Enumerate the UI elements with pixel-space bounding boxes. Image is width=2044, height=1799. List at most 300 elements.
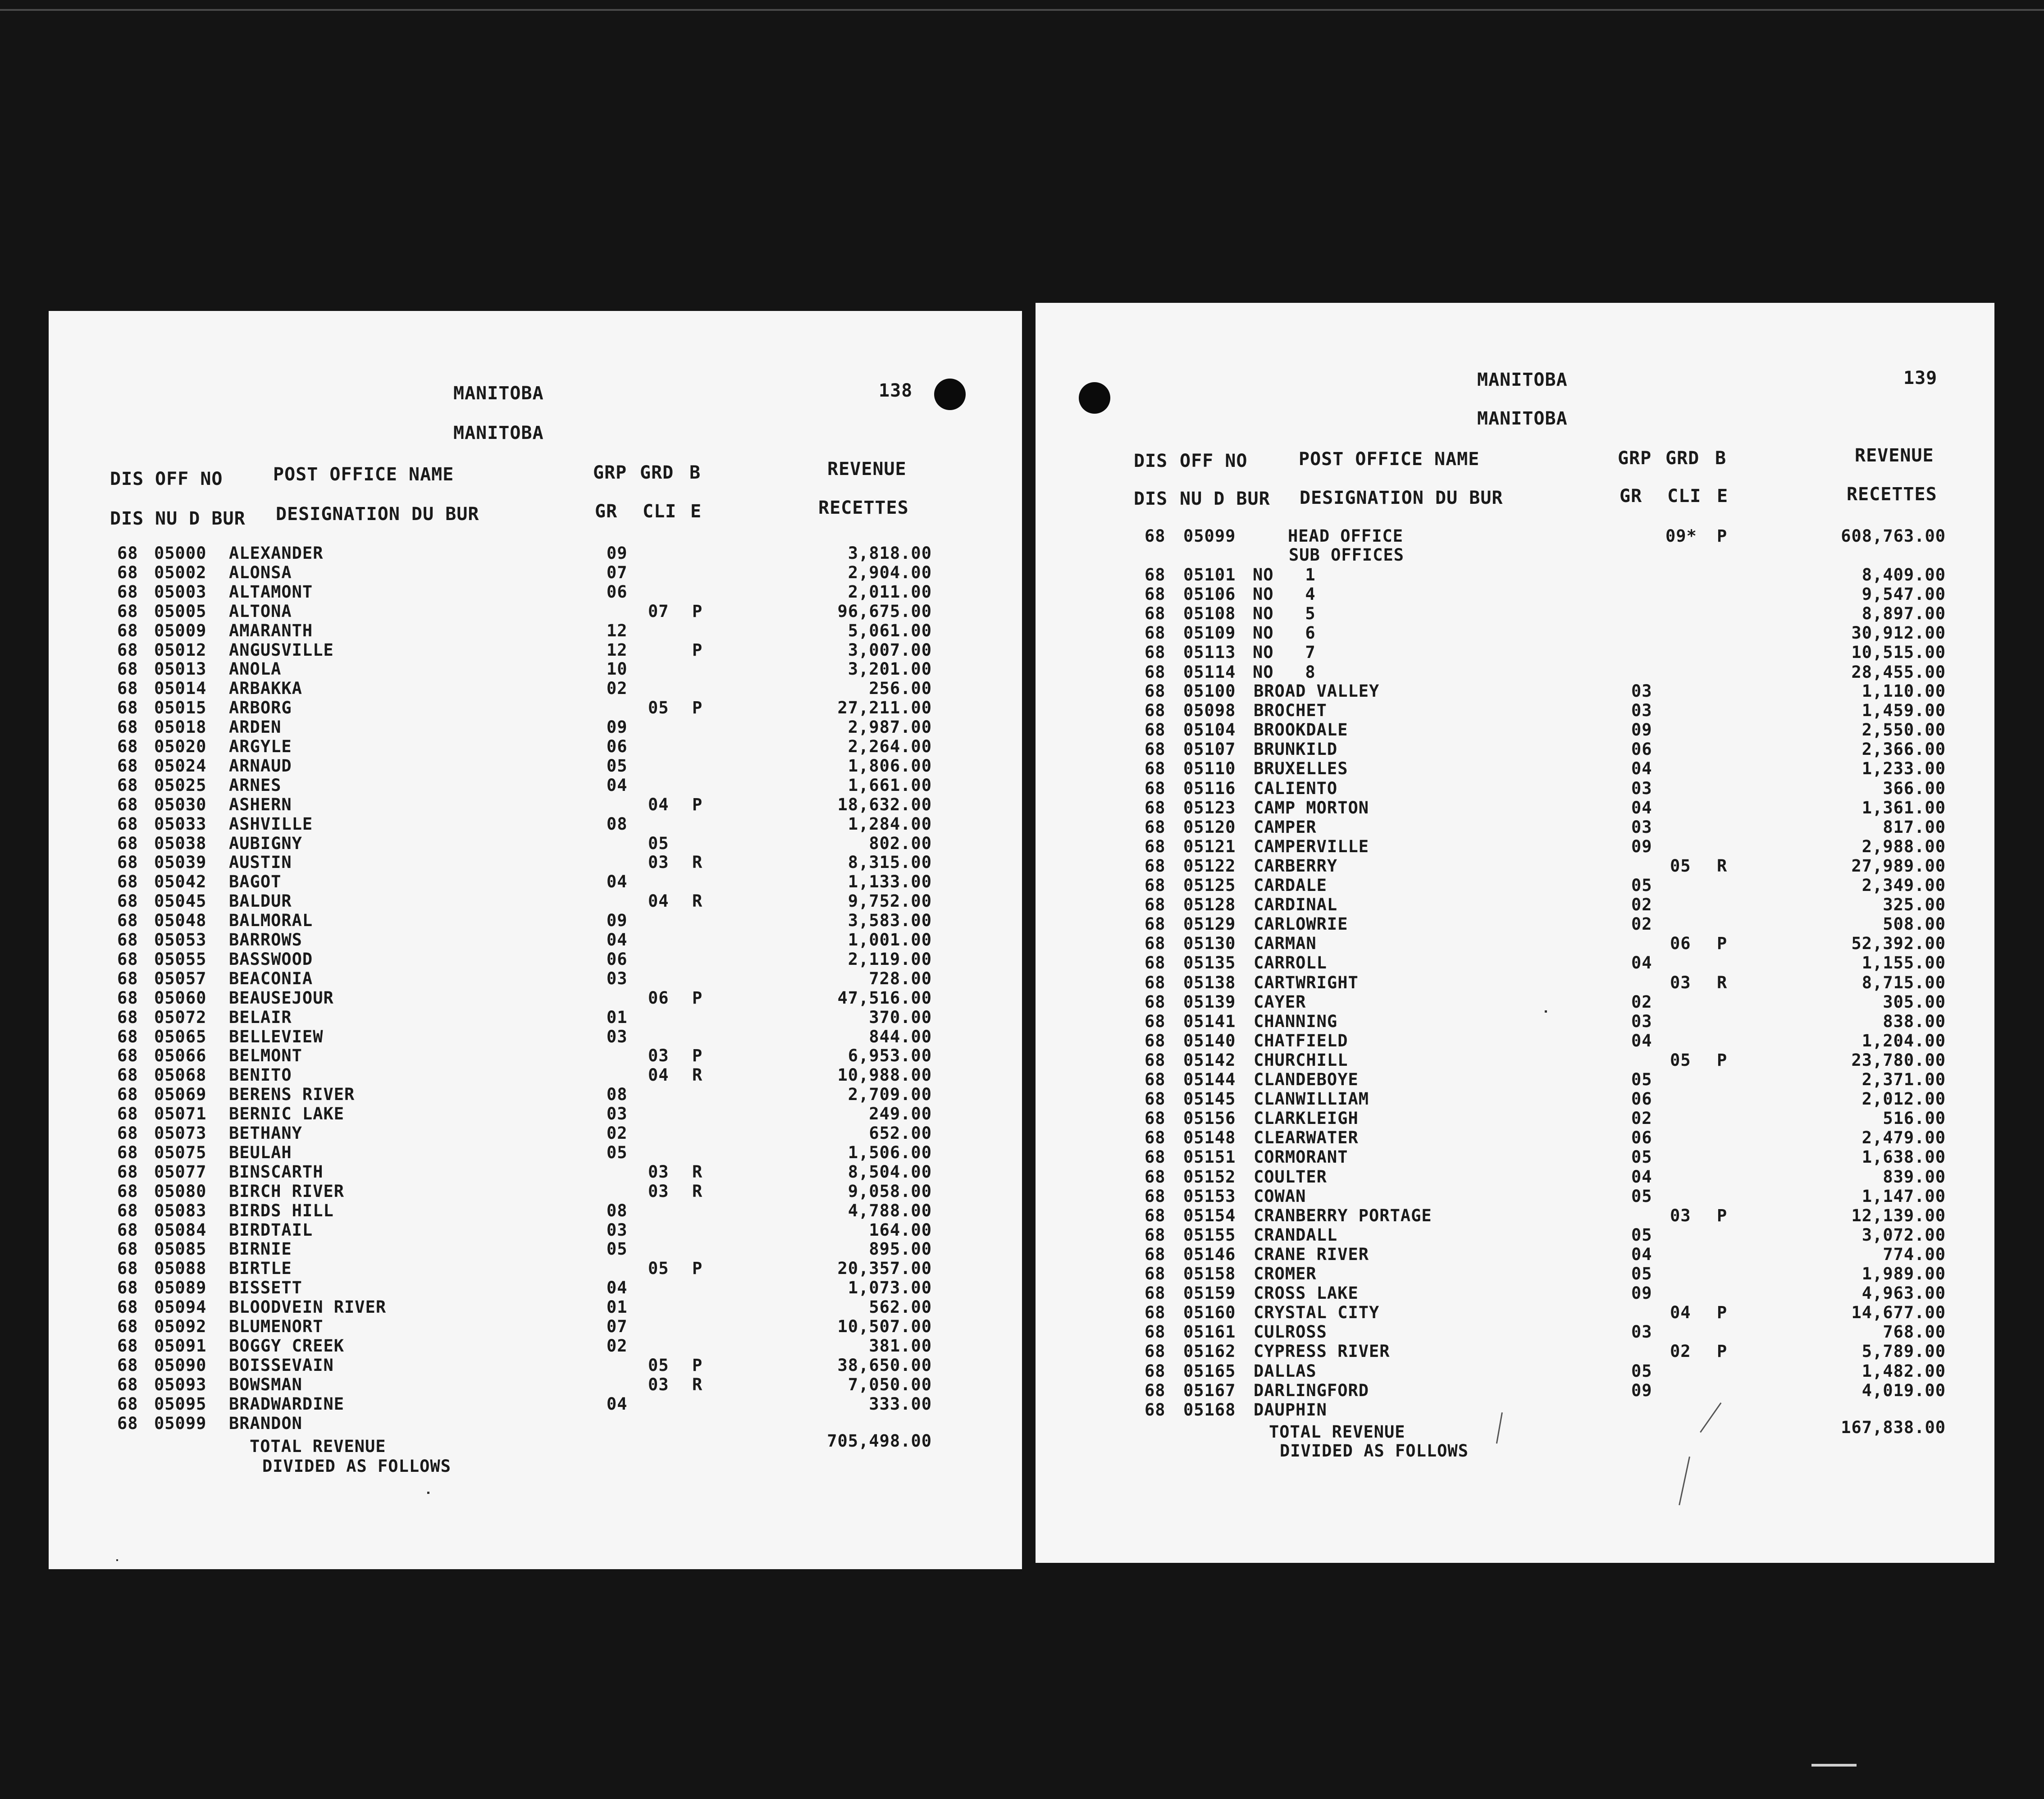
cell-off-no: 05053 (154, 930, 207, 950)
table-row (49, 988, 1022, 1008)
cell-dis: 68 (117, 679, 138, 699)
cell-dis: 68 (1145, 681, 1166, 701)
cell-name: BASSWOOD (229, 949, 313, 969)
cell-grd: 03 (1670, 973, 1691, 992)
cell-grp: 02 (1631, 914, 1652, 934)
cell-revenue: 2,904.00 (848, 562, 932, 582)
cell-revenue: 802.00 (869, 833, 932, 853)
cell-revenue: 3,583.00 (848, 911, 932, 931)
table-row (1036, 856, 1994, 876)
cell-off-no: 05030 (154, 794, 207, 814)
cell-off-no: 05025 (154, 775, 207, 795)
cell-dis: 68 (1145, 1186, 1166, 1206)
cell-name: ASHERN (229, 794, 292, 814)
cell-revenue: 4,019.00 (1862, 1380, 1946, 1400)
table-row (49, 621, 1022, 640)
cell-dis: 68 (1145, 798, 1166, 817)
cell-off-no: 05120 (1183, 817, 1236, 837)
cell-name: CYPRESS RIVER (1254, 1342, 1390, 1361)
table-row (49, 1104, 1022, 1123)
table-row (1036, 779, 1994, 798)
table-row (49, 1027, 1022, 1046)
cell-b: P (692, 794, 703, 814)
table-row (1036, 1187, 1994, 1206)
cell-dis: 68 (1145, 876, 1166, 895)
cell-grp: 08 (607, 1201, 628, 1220)
cell-off-no: 05038 (154, 833, 207, 853)
cell-name: BROCHET (1254, 701, 1327, 721)
cell-off-no: 05113 (1183, 643, 1236, 662)
cell-name: BINSCARTH (229, 1162, 324, 1182)
cell-b: P (692, 601, 703, 621)
cell-name: BERENS RIVER (229, 1085, 355, 1105)
cell-off-no: 05165 (1183, 1361, 1236, 1381)
cell-grp: 05 (607, 1239, 628, 1259)
cell-dis: 68 (1145, 953, 1166, 973)
cell-grp: 02 (607, 679, 628, 699)
cell-off-no: 05088 (154, 1259, 207, 1278)
col-header-grp-fr: GR (1620, 486, 1642, 507)
cell-grp: 06 (1631, 740, 1652, 759)
cell-name: ARGYLE (229, 737, 292, 756)
cell-name: CORMORANT (1254, 1147, 1348, 1167)
cell-off-no: 05089 (154, 1278, 207, 1298)
cell-grp: 05 (1631, 1070, 1652, 1089)
cell-dis: 68 (117, 930, 138, 950)
cell-dis: 68 (1145, 817, 1166, 837)
head-office-name: HEAD OFFICE (1288, 526, 1404, 546)
page-number: 138 (879, 380, 913, 401)
cell-name: CHURCHILL (1254, 1050, 1348, 1070)
cell-grp: 09 (607, 543, 628, 563)
table-row (1036, 1342, 1994, 1361)
cell-grp: 12 (607, 640, 628, 660)
cell-off-no: 05094 (154, 1297, 207, 1317)
cell-revenue: 508.00 (1883, 914, 1946, 934)
cell-off-no: 05084 (154, 1220, 207, 1240)
cell-revenue: 5,061.00 (848, 621, 932, 640)
cell-off-no: 05092 (154, 1317, 207, 1336)
province-title-en: MANITOBA (1477, 370, 1568, 390)
cell-grp: 07 (607, 562, 628, 582)
table-row (1036, 1109, 1994, 1128)
table-row (49, 950, 1022, 969)
cell-off-no: 05156 (1183, 1109, 1236, 1128)
cell-name: ALONSA (229, 562, 292, 582)
cell-off-no: 05168 (1183, 1400, 1236, 1420)
cell-grp: 04 (1631, 1167, 1652, 1187)
cell-off-no: 05066 (154, 1046, 207, 1066)
cell-off-no: 05009 (154, 621, 207, 640)
cell-grd: 03 (648, 1162, 669, 1182)
cell-revenue: 1,638.00 (1862, 1147, 1946, 1167)
cell-revenue: 1,361.00 (1862, 798, 1946, 817)
cell-dis: 68 (1145, 973, 1166, 992)
cell-b: R (692, 891, 703, 911)
cell-off-no: 05107 (1183, 740, 1236, 759)
cell-grp: 05 (607, 756, 628, 776)
cell-revenue: 895.00 (869, 1239, 932, 1259)
cell-grd: 04 (1670, 1303, 1691, 1323)
sub-office-row (1036, 623, 1994, 643)
table-row (1036, 1283, 1994, 1303)
cell-revenue: 9,752.00 (848, 891, 932, 911)
cell-revenue: 4,788.00 (848, 1201, 932, 1220)
table-row (1036, 701, 1994, 720)
cell-revenue: 7,050.00 (848, 1374, 932, 1394)
cell-revenue: 2,011.00 (848, 582, 932, 602)
col-header-grd-fr: CLI (643, 501, 677, 522)
cell-name: AMARANTH (229, 621, 313, 640)
cell-name: BROOKDALE (1254, 720, 1348, 740)
cell-grp: 08 (607, 814, 628, 834)
cell-off-no: 05128 (1183, 895, 1236, 915)
cell-name: BARROWS (229, 930, 302, 950)
cell-off-no: 05142 (1183, 1050, 1236, 1070)
col-header-off-no: OFF NO (1180, 451, 1248, 471)
cell-dis: 68 (117, 1297, 138, 1317)
cell-revenue: 774.00 (1883, 1244, 1946, 1264)
cell-grp: 05 (1631, 876, 1652, 895)
cell-grp: 03 (607, 968, 628, 988)
table-row (1036, 1050, 1994, 1070)
cell-off-no: 05003 (154, 582, 207, 602)
table-row (49, 659, 1022, 679)
cell-dis: 68 (1145, 1205, 1166, 1225)
cell-off-no: 05146 (1183, 1244, 1236, 1264)
table-row (49, 1046, 1022, 1065)
cell-off-no: 05002 (154, 562, 207, 582)
cell-name: BELMONT (229, 1046, 302, 1066)
cell-dis: 68 (1145, 1264, 1166, 1283)
cell-revenue: 1,073.00 (848, 1278, 932, 1298)
cell-dis: 68 (117, 562, 138, 582)
cell-name: CLANDEBOYE (1254, 1070, 1359, 1089)
cell-grp: 04 (607, 1278, 628, 1298)
cell-dis: 68 (1145, 836, 1166, 856)
cell-dis: 68 (117, 1181, 138, 1201)
col-header-dis: DIS (1134, 451, 1168, 471)
cell-grd: 03 (648, 853, 669, 872)
col-header-name: POST OFFICE NAME (273, 464, 454, 485)
cell-name: CLEARWATER (1254, 1128, 1359, 1148)
film-edge-line (0, 9, 2044, 11)
cell-grp: 06 (607, 582, 628, 602)
table-row (49, 1297, 1022, 1317)
cell-revenue: 14,677.00 (1851, 1303, 1946, 1323)
cell-grd: 04 (648, 891, 669, 911)
cell-revenue: 8,315.00 (848, 853, 932, 872)
cell-name: CLANWILLIAM (1254, 1089, 1369, 1109)
table-row (1036, 1245, 1994, 1264)
table-row (49, 1220, 1022, 1240)
cell-grd: 03 (648, 1374, 669, 1394)
cell-dis: 68 (1145, 1361, 1166, 1381)
cell-dis: 68 (117, 582, 138, 602)
cell-off-no: 05060 (154, 988, 207, 1008)
cell-off-no: 05090 (154, 1355, 207, 1375)
table-row (49, 1143, 1022, 1162)
divided-as-follows-label: DIVIDED AS FOLLOWS (262, 1457, 451, 1476)
table-row (1036, 876, 1994, 895)
col-header-grd: GRD (1665, 448, 1700, 469)
province-title-fr: MANITOBA (1477, 408, 1568, 429)
cell-off-no: 05015 (154, 698, 207, 718)
cell-off-no: 05101 (1183, 565, 1236, 584)
cell-name: CHATFIELD (1254, 1031, 1348, 1050)
cell-dis: 68 (117, 853, 138, 872)
cell-name: BERNIC LAKE (229, 1104, 345, 1124)
cell-revenue: 3,007.00 (848, 640, 932, 660)
cell-off-no: 05123 (1183, 798, 1236, 817)
col-header-name: POST OFFICE NAME (1299, 449, 1480, 470)
cell-off-no: 05161 (1183, 1322, 1236, 1342)
cell-off-no: 05072 (154, 1007, 207, 1027)
cell-dis: 68 (1145, 1147, 1166, 1167)
cell-name: NO 1 (1253, 565, 1316, 584)
cell-dis: 68 (117, 949, 138, 969)
cell-name: BALDUR (229, 891, 292, 911)
cell-off-no: 05045 (154, 891, 207, 911)
cell-dis: 68 (117, 1085, 138, 1105)
cell-revenue: 9,058.00 (848, 1181, 932, 1201)
cell-dis: 68 (1145, 1128, 1166, 1148)
punch-hole (1079, 382, 1110, 414)
cell-name: CLARKLEIGH (1254, 1109, 1359, 1128)
cell-dis: 68 (117, 621, 138, 640)
cell-dis: 68 (117, 1336, 138, 1356)
cell-dis: 68 (1145, 1070, 1166, 1089)
table-row (49, 1182, 1022, 1201)
cell-name: CARDALE (1254, 876, 1327, 895)
cell-dis: 68 (117, 1239, 138, 1259)
cell-dis: 68 (117, 1162, 138, 1182)
cell-revenue: 325.00 (1883, 895, 1946, 915)
cell-dis: 68 (1145, 1089, 1166, 1109)
cell-dis: 68 (1145, 1400, 1166, 1420)
table-row (1036, 1012, 1994, 1031)
cell-grp: 09 (1631, 1380, 1652, 1400)
cell-name: ANOLA (229, 659, 282, 679)
cell-b: R (692, 1065, 703, 1085)
table-row (1036, 1070, 1994, 1089)
cell-grd: 05 (648, 1355, 669, 1375)
table-row (1036, 934, 1994, 953)
cell-revenue: 8,715.00 (1862, 973, 1946, 992)
col-header-grp: GRP (593, 462, 627, 483)
cell-off-no: 05085 (154, 1239, 207, 1259)
cell-dis: 68 (1145, 643, 1166, 662)
divided-as-follows-label: DIVIDED AS FOLLOWS (1280, 1441, 1469, 1461)
cell-revenue: 96,675.00 (837, 601, 932, 621)
cell-name: DARLINGFORD (1254, 1380, 1369, 1400)
cell-grd: 05 (648, 698, 669, 718)
cell-grp: 05 (1631, 1361, 1652, 1381)
cell-grp: 05 (1631, 1264, 1652, 1283)
ledger-page-138 (49, 311, 1022, 1569)
cell-off-no: 05109 (1183, 623, 1236, 643)
cell-dis: 68 (1145, 1380, 1166, 1400)
cell-dis: 68 (1145, 565, 1166, 584)
cell-grp: 03 (1631, 701, 1652, 721)
cell-name: COWAN (1254, 1186, 1306, 1206)
col-header-off-no-fr: NU D BUR (155, 508, 246, 529)
cell-b: P (692, 1259, 703, 1278)
cell-revenue: 1,001.00 (848, 930, 932, 950)
cell-name: CAMP MORTON (1254, 798, 1369, 817)
col-header-b-fr: E (690, 501, 702, 522)
cell-name: BIRDTAIL (229, 1220, 313, 1240)
table-row (49, 698, 1022, 717)
cell-off-no: 05048 (154, 911, 207, 931)
cell-off-no: 05135 (1183, 953, 1236, 973)
cell-dis: 68 (1145, 584, 1166, 604)
cell-dis: 68 (1145, 1109, 1166, 1128)
cell-dis: 68 (117, 1278, 138, 1298)
cell-dis: 68 (117, 543, 138, 563)
province-title-fr: MANITOBA (453, 423, 544, 443)
cell-grp: 03 (607, 1027, 628, 1046)
sub-offices-label: SUB OFFICES (1289, 545, 1405, 565)
table-row (49, 891, 1022, 911)
table-row (49, 969, 1022, 988)
cell-off-no: 05167 (1183, 1380, 1236, 1400)
cell-dis: 68 (1145, 1244, 1166, 1264)
cell-name: BRUXELLES (1254, 759, 1348, 779)
total-revenue-value: 167,838.00 (1841, 1418, 1946, 1437)
cell-revenue: 256.00 (869, 679, 932, 699)
table-row (1036, 895, 1994, 914)
cell-name: ARNES (229, 775, 282, 795)
cell-dis: 68 (117, 1355, 138, 1375)
cell-off-no: 05139 (1183, 992, 1236, 1012)
cell-dis: 68 (117, 775, 138, 795)
cell-dis: 68 (117, 1027, 138, 1046)
cell-grp: 09 (1631, 720, 1652, 740)
cell-revenue: 1,506.00 (848, 1142, 932, 1162)
col-header-off-no-fr: NU D BUR (1180, 489, 1270, 509)
pen-mark (1679, 1457, 1690, 1505)
cell-grp: 02 (1631, 1109, 1652, 1128)
cell-grp: 04 (1631, 759, 1652, 779)
cell-name: ARBORG (229, 698, 292, 718)
cell-grp: 04 (607, 930, 628, 950)
cell-revenue: 30,912.00 (1851, 623, 1946, 643)
cell-b: P (692, 1046, 703, 1066)
cell-revenue: 844.00 (869, 1027, 932, 1046)
cell-revenue: 305.00 (1883, 992, 1946, 1012)
table-row (49, 911, 1022, 930)
cell-name: BIRTLE (229, 1259, 292, 1278)
table-row (49, 1356, 1022, 1375)
cell-off-no: 05065 (154, 1027, 207, 1046)
cell-off-no: 05012 (154, 640, 207, 660)
col-header-dis: DIS (110, 469, 144, 489)
cell-off-no: 05148 (1183, 1128, 1236, 1148)
table-row (49, 1317, 1022, 1336)
table-row (1036, 1303, 1994, 1322)
cell-revenue: 333.00 (869, 1394, 932, 1414)
col-header-grd: GRD (640, 462, 674, 483)
cell-grd: 03 (648, 1181, 669, 1201)
cell-dis: 68 (117, 1007, 138, 1027)
col-header-dis-fr: DIS (110, 508, 144, 529)
table-row (49, 640, 1022, 660)
cell-grp: 03 (607, 1104, 628, 1124)
cell-name: BOGGY CREEK (229, 1336, 345, 1356)
cell-dis: 68 (1145, 1322, 1166, 1342)
cell-revenue: 9,547.00 (1862, 584, 1946, 604)
cell-revenue: 5,789.00 (1862, 1342, 1946, 1361)
cell-grp: 09 (607, 717, 628, 737)
table-row (1036, 1322, 1994, 1342)
cell-name: CAYER (1254, 992, 1306, 1012)
cell-dis: 68 (117, 1201, 138, 1220)
cell-revenue: 10,515.00 (1851, 643, 1946, 662)
cell-name: BALMORAL (229, 911, 313, 931)
sub-office-row (1036, 565, 1994, 584)
cell-name: BOWSMAN (229, 1374, 302, 1394)
cell-off-no: 05122 (1183, 856, 1236, 876)
cell-revenue: 2,479.00 (1862, 1128, 1946, 1148)
cell-off-no: 05018 (154, 717, 207, 737)
cell-revenue: 18,632.00 (837, 794, 932, 814)
cell-dis: 68 (117, 794, 138, 814)
cell-grp: 09 (1631, 836, 1652, 856)
table-row (1036, 973, 1994, 992)
cell-revenue: 12,139.00 (1851, 1205, 1946, 1225)
cell-revenue: 10,507.00 (837, 1317, 932, 1336)
table-row (49, 1394, 1022, 1414)
cell-revenue: 562.00 (869, 1297, 932, 1317)
col-header-revenue: REVENUE (1855, 445, 1934, 466)
cell-dis: 68 (1145, 778, 1166, 798)
cell-name: BAGOT (229, 872, 282, 892)
cell-off-no: 05069 (154, 1085, 207, 1105)
cell-name: BETHANY (229, 1123, 302, 1143)
cell-dis: 68 (117, 872, 138, 892)
cell-grp: 04 (607, 1394, 628, 1414)
table-row (1036, 1147, 1994, 1167)
film-scratch (1811, 1764, 1857, 1767)
table-row (1036, 720, 1994, 740)
cell-dis: 68 (1145, 1303, 1166, 1323)
cell-grd: 02 (1670, 1342, 1691, 1361)
cell-dis: 68 (117, 1104, 138, 1124)
cell-name: DAUPHIN (1254, 1400, 1327, 1420)
cell-revenue: 381.00 (869, 1336, 932, 1356)
cell-revenue: 728.00 (869, 968, 932, 988)
table-row (49, 1162, 1022, 1182)
cell-name: ARNAUD (229, 756, 292, 776)
cell-grd: 03 (1670, 1205, 1691, 1225)
cell-revenue: 2,371.00 (1862, 1070, 1946, 1089)
cell-revenue: 1,233.00 (1862, 759, 1946, 779)
cell-off-no: 05154 (1183, 1205, 1236, 1225)
cell-grp: 02 (1631, 895, 1652, 915)
cell-revenue: 370.00 (869, 1007, 932, 1027)
cell-name: BRADWARDINE (229, 1394, 345, 1414)
cell-revenue: 2,987.00 (848, 717, 932, 737)
cell-name: BISSETT (229, 1278, 302, 1298)
cell-dis: 68 (117, 1394, 138, 1414)
cell-b: R (692, 1374, 703, 1394)
sub-office-row (1036, 643, 1994, 662)
table-row (49, 1123, 1022, 1143)
cell-grp: 02 (607, 1336, 628, 1356)
col-header-revenue-fr: RECETTES (818, 498, 909, 518)
cell-revenue: 1,806.00 (848, 756, 932, 776)
